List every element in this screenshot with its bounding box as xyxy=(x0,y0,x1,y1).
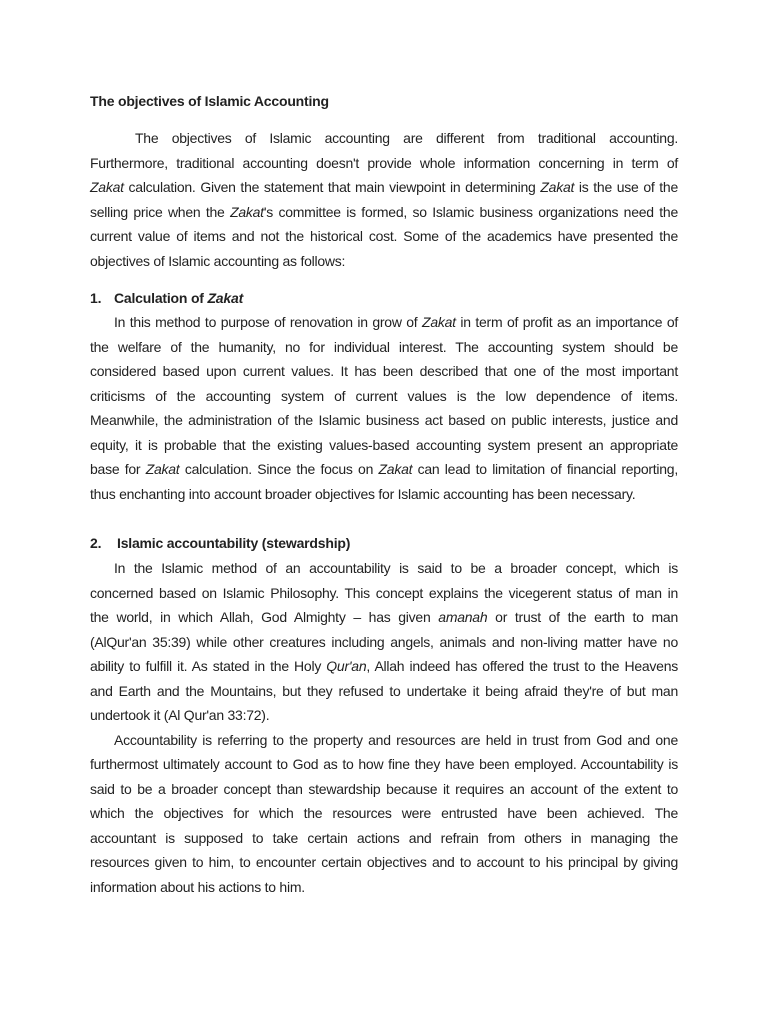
text-run: furthermost ultimately account to God as to how fine they have been employed. Accountability is xyxy=(90,756,678,772)
text-run: criticisms of the accounting system of current values is the low dependence of items. xyxy=(90,387,678,404)
section-number: 2. xyxy=(90,535,102,551)
text-run: current value of items and not the historical cost. Some of the academics have presented the xyxy=(90,228,678,244)
text-line xyxy=(90,728,678,753)
text-run: concerned based on Islamic Philosophy. This concept explains the vicegerent status of man in xyxy=(90,584,678,601)
italic-term: Zakat xyxy=(540,179,575,195)
text-run: resources given to him, to encounter certain objectives and to account to his principal by giving xyxy=(90,854,678,870)
italic-term: Zakat xyxy=(422,314,456,330)
text-run: calculation. Given the statement that main viewpoint in determining xyxy=(123,179,541,195)
text-run: Islamic accountability (stewardship) xyxy=(117,535,351,551)
text-run: accountant is supposed to take certain actions and refrain from others in managing the xyxy=(90,829,678,846)
text-line xyxy=(90,359,678,384)
italic-term: Zakat xyxy=(230,203,264,220)
text-run: equity, it is probable that the existing values-based accounting system present an appropriate xyxy=(90,436,678,453)
text-run: In the Islamic method of an accountability is said to be a broader concept, which is xyxy=(114,560,678,576)
text-line xyxy=(90,630,678,655)
text-run: or trust of the earth to man xyxy=(487,609,678,625)
text-line xyxy=(90,200,678,225)
text-line xyxy=(90,126,678,151)
text-run: , Allah indeed has offered the trust to the Heavens xyxy=(366,658,678,674)
text-line xyxy=(90,433,678,458)
text-line xyxy=(90,850,678,875)
text-run: which the objectives for which the resources were entrusted have been achieved. The xyxy=(90,805,678,821)
text-run: Accountability is referring to the property and resources are held in trust from God and one xyxy=(114,731,678,748)
text-run: is the use of the xyxy=(574,179,678,195)
text-run: can lead to limitation of financial reporting, xyxy=(412,461,678,477)
text-line xyxy=(90,408,678,433)
section-heading-text xyxy=(117,535,350,551)
italic-term: Zakat xyxy=(378,461,413,477)
text-line xyxy=(90,679,678,704)
italic-term: Zakat xyxy=(207,290,244,306)
text-line xyxy=(90,703,678,728)
text-line xyxy=(90,801,678,826)
text-run: base for xyxy=(90,461,146,477)
italic-term: Qur'an xyxy=(326,658,367,674)
text-run: information about his actions to him. xyxy=(90,878,305,895)
text-run: objectives of Islamic accounting as follows: xyxy=(90,252,346,269)
text-run: Calculation of xyxy=(114,290,208,306)
text-run: Meanwhile, the administration of the Islamic business act based on public interests, justice and xyxy=(90,412,678,428)
text-line xyxy=(90,875,678,900)
text-run: Furthermore, traditional accounting doesn't provide whole information concerning in term of xyxy=(90,154,678,171)
intro-paragraph xyxy=(90,126,678,273)
text-run: in term of profit as an importance of xyxy=(455,314,679,330)
text-run: and Earth and the Mountains, but they refused to undertake it being afraid they're of but man xyxy=(90,682,678,699)
italic-term: amanah xyxy=(438,609,488,625)
text-run: ability to fulfill it. As stated in the Holy xyxy=(90,658,327,674)
text-line xyxy=(90,175,678,200)
text-run: the world, in which Allah, God Almighty – has given xyxy=(90,609,439,625)
text-line xyxy=(90,457,678,482)
text-run: said to be a broader concept than stewardship because it requires an account of the extent to xyxy=(90,780,678,797)
text-run: In this method to purpose of renovation in grow of xyxy=(114,314,423,330)
text-line xyxy=(90,605,678,630)
section-number: 1. xyxy=(90,290,102,306)
text-run: thus enchanting into account broader objectives for Islamic accounting has been necessary. xyxy=(90,485,636,502)
text-line xyxy=(90,752,678,777)
text-line xyxy=(90,384,678,409)
text-line xyxy=(90,556,678,581)
text-line xyxy=(90,654,678,679)
italic-term: Zakat xyxy=(145,461,180,477)
section-2-heading xyxy=(90,531,678,556)
text-run: 's committee is formed, so Islamic business organizations need the xyxy=(263,203,679,220)
section-2-paragraph-1 xyxy=(90,556,678,728)
text-line xyxy=(90,249,678,274)
text-line xyxy=(90,224,678,249)
text-run: The objectives of Islamic accounting are different from traditional accounting. xyxy=(135,130,678,146)
text-line xyxy=(90,777,678,802)
text-line xyxy=(90,826,678,851)
text-line xyxy=(90,335,678,360)
text-run: calculation. Since the focus on xyxy=(179,461,379,477)
text-run: the welfare of the humanity, no for individual interest. The accounting system should be xyxy=(90,338,678,355)
text-line xyxy=(90,581,678,606)
document-title: The objectives of Islamic Accounting xyxy=(90,93,329,109)
section-heading-text xyxy=(114,290,243,306)
text-run: undertook it (Al Qur'an 33:72). xyxy=(90,707,270,723)
section-1-paragraph xyxy=(90,310,678,506)
text-line xyxy=(90,482,678,507)
text-run: selling price when the xyxy=(90,203,231,220)
section-1-heading xyxy=(90,286,678,311)
text-line xyxy=(90,151,678,176)
text-line xyxy=(90,310,678,335)
text-run: considered based upon current values. It has been described that one of the most important xyxy=(90,363,678,379)
section-2-paragraph-2 xyxy=(90,728,678,900)
text-run: (AlQur'an 35:39) while other creatures including angels, animals and non-living matter have no xyxy=(90,633,678,650)
italic-term: Zakat xyxy=(90,179,124,195)
